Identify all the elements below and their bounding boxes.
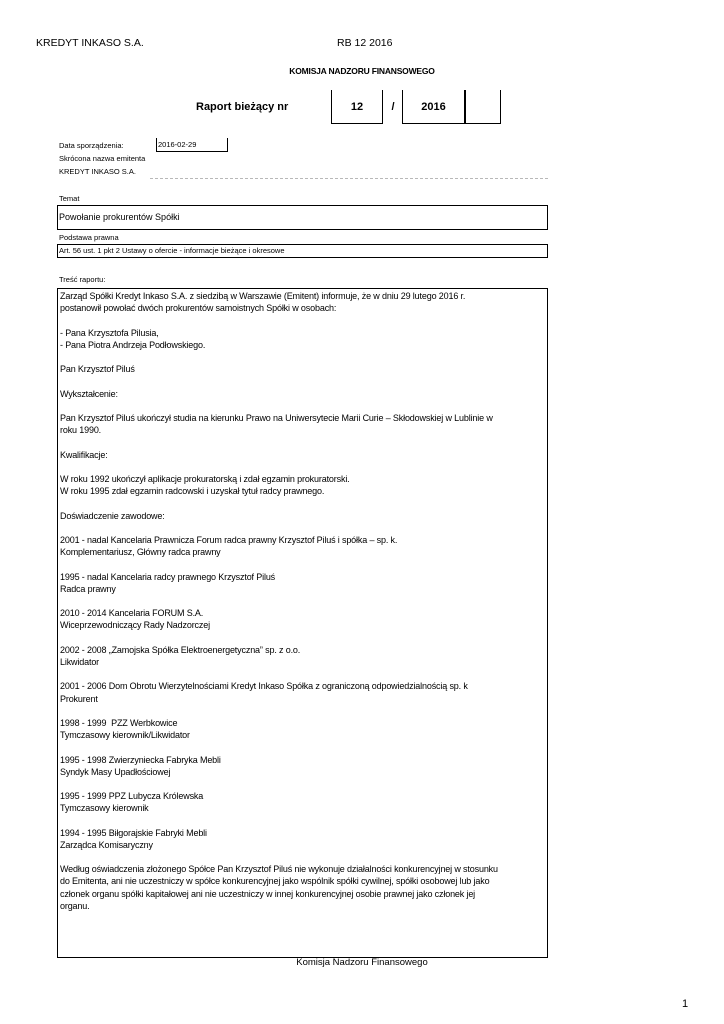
legal-basis-label: Podstawa prawna [59,233,119,242]
content-paragraph: W roku 1992 ukończył aplikacje prokuratorską i zdał egzamin prokuratorski. W roku 1995 zdał egzamin radcowski i uzyskał tytuł radcy prawnego. [60,473,350,497]
short-name-value: KREDYT INKASO S.A. [59,167,136,176]
report-extra-box [465,90,501,124]
content-paragraph: 1995 - 1998 Zwierzyniecka Fabryka Mebli Syndyk Masy Upadłościowej [60,754,221,777]
content-paragraph: 1995 - nadal Kancelaria radcy prawnego Krzysztof Piluś Radca prawny [60,571,276,594]
date-label: Data sporządzenia: [59,141,124,150]
content-paragraph: 2002 - 2008 „Zamojska Spółka Elektroenergetyczna” sp. z o.o. Likwidator [60,644,301,667]
content-paragraph: Wykształcenie: [60,388,118,399]
report-year-value: 2016 [421,101,446,113]
content-paragraph: Doświadczenie zawodowe: [60,510,165,521]
page-number: 1 [682,998,689,1010]
content-paragraph: 2010 - 2014 Kancelaria FORUM S.A. Wiceprzewodniczący Rady Nadzorczej [60,608,210,631]
content-paragraph: 1994 - 1995 Biłgorajskie Fabryki Mebli Zarządca Komisaryczny [60,827,207,850]
report-number-separator: / [391,101,395,113]
content-paragraph: 1998 - 1999 PZZ Werbkowice Tymczasowy kierownik/Likwidator [60,717,190,741]
content-paragraph: 2001 - nadal Kancelaria Prawnicza Forum radca prawny Krzysztof Piluś i spółka – sp. k. Komplementariusz, Główny radca prawny [60,534,398,558]
content-paragraph: Pan Krzysztof Piluś [60,364,135,375]
content-paragraph: Według oświadczenia złożonego Spółce Pan Krzysztof Piluś nie wykonuje działalności konkurencyjnej w stosunku do Emitenta, ani nie uczestniczy w spółce konkurencyjnej jako wspólnik spółki cywilnej, spółki osobowej lub jako członek organu spółki kapitałowej ani nie uczestniczy w innej konkurencyjnej osobie prawnej jako członek jej organu. [60,864,498,911]
content-paragraph: 1995 - 1999 PPZ Lubycza Królewska Tymczasowy kierownik [60,791,204,814]
report-number-value: 12 [350,101,364,113]
topic-value: Powołanie prokurentów Spółki [59,212,180,222]
header-report-code: RB 12 2016 [337,37,393,49]
content-paragraph: Kwalifikacje: [60,449,108,460]
footer-text: Komisja Nadzoru Finansowego [296,957,428,968]
report-number-label: Raport bieżący nr [196,101,289,113]
content-paragraph: 2001 - 2006 Dom Obrotu Wierzytelnościami Kredyt Inkaso Spółka z ograniczoną odpowiedzialnością sp. k Prokurent [60,681,468,704]
divider [150,178,548,179]
content-paragraph: Pan Krzysztof Piluś ukończył studia na kierunku Prawo na Uniwersytecie Marii Curie – Skłodowskiej w Lublinie w roku 1990. [60,412,493,436]
content-label: Treść raportu: [59,275,106,284]
topic-label: Temat [59,194,80,203]
page-title: KOMISJA NADZORU FINANSOWEGO [289,66,435,76]
content-paragraph: Zarząd Spółki Kredyt Inkaso S.A. z siedzibą w Warszawie (Emitent) informuje, że w dniu 29 lutego 2016 r. postanowił powołać dwóch prokurentów samoistnych Spółki w osobach: [60,291,466,314]
content-box [57,288,548,958]
content-paragraph: - Pana Krzysztofa Pilusia, - Pana Piotra Andrzeja Podłowskiego. [60,327,206,350]
legal-basis-value: Art. 56 ust. 1 pkt 2 Ustawy o ofercie - informacje bieżące i okresowe [59,246,285,255]
date-value: 2016-02-29 [158,140,197,149]
short-name-label: Skrócona nazwa emitenta [59,154,146,163]
header-company: KREDYT INKASO S.A. [36,37,144,49]
